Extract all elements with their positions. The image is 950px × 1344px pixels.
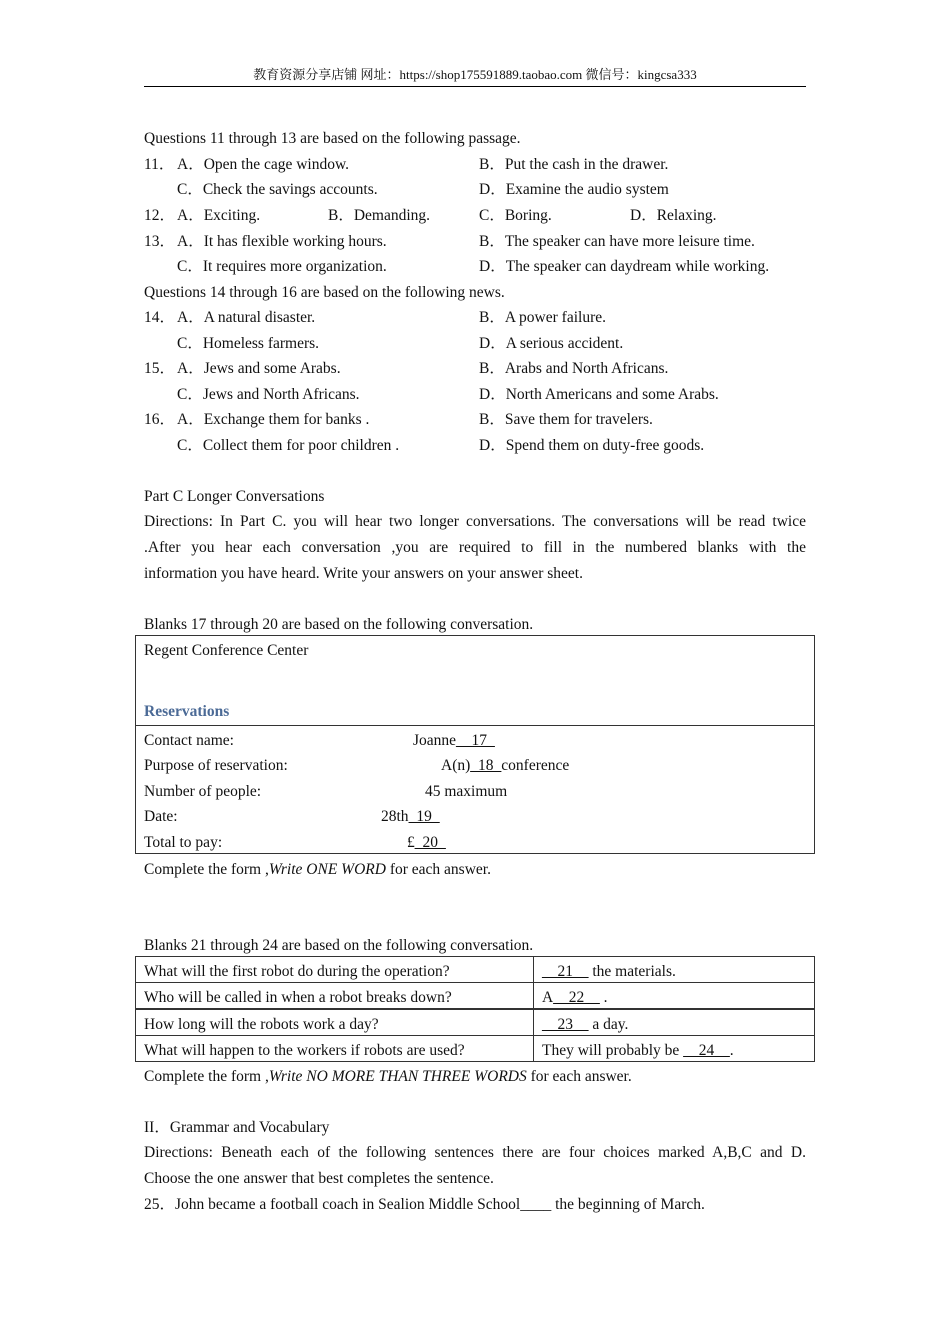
q13-number: 13． <box>144 233 176 250</box>
form-divider <box>135 725 815 726</box>
blank-21[interactable]: __21__ <box>542 963 589 980</box>
section-2-directions-line2: Choose the one answer that best completes the sentence. <box>144 1170 494 1187</box>
q14-number: 14． <box>144 309 176 326</box>
q16-option-a: A．Exchange them for banks . <box>177 411 370 428</box>
question-25: 25．John became a football coach in Sealion Middle School____ the beginning of March. <box>144 1196 705 1213</box>
blank-24[interactable]: __24__ <box>683 1042 730 1059</box>
table-answer-4: They will probably be __24__. <box>542 1042 734 1059</box>
table-row-divider <box>135 1008 815 1010</box>
q14-option-a: A．A natural disaster. <box>177 309 316 326</box>
reservations-heading: Reservations <box>144 703 230 720</box>
q16-option-b: B．Save them for travelers. <box>479 411 653 428</box>
table-question-2: Who will be called in when a robot breaks down? <box>144 989 452 1006</box>
people-label: Number of people: <box>144 783 262 800</box>
table-question-1: What will the first robot do during the operation? <box>144 963 450 980</box>
form2-intro: Blanks 21 through 24 are based on the following conversation. <box>144 937 534 954</box>
part-c-directions-line2: .After you hear each conversation ,you are required to fill in the numbered blanks with the <box>144 539 806 556</box>
q13-option-d: D．The speaker can daydream while working. <box>479 258 770 275</box>
part-c-title: Part C Longer Conversations <box>144 488 325 505</box>
q15-option-a: A．Jews and some Arabs. <box>177 360 341 377</box>
table-question-3: How long will the robots work a day? <box>144 1016 379 1033</box>
section-2-title: II．Grammar and Vocabulary <box>144 1119 330 1136</box>
q15-number: 15． <box>144 360 176 377</box>
q15-option-b: B．Arabs and North Africans. <box>479 360 669 377</box>
q13-option-a: A．It has flexible working hours. <box>177 233 387 250</box>
q12-option-a: A．Exciting. <box>177 207 261 224</box>
page-header: 教育资源分享店铺 网址：https://shop175591889.taobao.com 微信号：kingcsa333 <box>144 66 806 87</box>
purpose-label: Purpose of reservation: <box>144 757 288 774</box>
table-answer-1: __21__ the materials. <box>542 963 676 980</box>
table-answer-2: A__22__ . <box>542 989 608 1006</box>
q11-option-a: A．Open the cage window. <box>177 156 350 173</box>
total-label: Total to pay: <box>144 834 223 851</box>
q12-option-b: B．Demanding. <box>328 207 431 224</box>
q11-option-d: D．Examine the audio system <box>479 181 669 198</box>
table-question-4: What will happen to the workers if robots are used? <box>144 1042 465 1059</box>
part-c-directions-line3: information you have heard. Write your answers on your answer sheet. <box>144 565 583 582</box>
blank-20[interactable]: _20_ <box>414 834 446 851</box>
q15-option-d: D．North Americans and some Arabs. <box>479 386 719 403</box>
contact-name-value: Joanne__17_ <box>413 732 495 749</box>
blank-19[interactable]: _19_ <box>408 808 440 825</box>
q16-option-d: D．Spend them on duty-free goods. <box>479 437 705 454</box>
blank-23[interactable]: __23__ <box>542 1016 589 1033</box>
passage-intro: Questions 11 through 13 are based on the following passage. <box>144 130 521 147</box>
q12-option-c: C．Boring. <box>479 207 552 224</box>
q11-number: 11． <box>144 156 175 173</box>
form1-intro: Blanks 17 through 20 are based on the following conversation. <box>144 616 534 633</box>
q13-option-c: C．It requires more organization. <box>177 258 387 275</box>
people-value: 45 maximum <box>425 783 508 800</box>
blank-18[interactable]: _18_ <box>470 757 502 774</box>
q16-option-c: C．Collect them for poor children . <box>177 437 400 454</box>
q12-option-d: D．Relaxing. <box>630 207 717 224</box>
section-2-directions-line1: Directions: Beneath each of the following sentences there are four choices marked A,B,C and D. <box>144 1144 806 1161</box>
date-value: 28th_19_ <box>381 808 440 825</box>
q12-number: 12． <box>144 207 176 224</box>
table-row-divider <box>135 982 815 983</box>
q16-number: 16． <box>144 411 176 428</box>
blank-22[interactable]: __22__ <box>553 989 600 1006</box>
part-c-directions-line1: Directions: In Part C. you will hear two longer conversations. The conversations will be read twice <box>144 513 806 530</box>
q13-option-b: B．The speaker can have more leisure time. <box>479 233 755 250</box>
conference-center-name: Regent Conference Center <box>144 642 309 659</box>
table-row-divider <box>135 1035 815 1036</box>
date-label: Date: <box>144 808 178 825</box>
form2-note: Complete the form ,Write NO MORE THAN THREE WORDS for each answer. <box>144 1068 632 1085</box>
form1-note: Complete the form ,Write ONE WORD for each answer. <box>144 861 491 878</box>
total-value: £_20_ <box>407 834 446 851</box>
q14-option-b: B．A power failure. <box>479 309 606 326</box>
table-answer-3: __23__ a day. <box>542 1016 629 1033</box>
q14-option-d: D．A serious accident. <box>479 335 624 352</box>
blank-17[interactable]: __17_ <box>456 732 495 749</box>
q11-option-b: B．Put the cash in the drawer. <box>479 156 669 173</box>
news-intro: Questions 14 through 16 are based on the following news. <box>144 284 505 301</box>
contact-name-label: Contact name: <box>144 732 234 749</box>
purpose-value: A(n)_18_conference <box>441 757 570 774</box>
q14-option-c: C．Homeless farmers. <box>177 335 320 352</box>
q15-option-c: C．Jews and North Africans. <box>177 386 360 403</box>
q11-option-c: C．Check the savings accounts. <box>177 181 378 198</box>
